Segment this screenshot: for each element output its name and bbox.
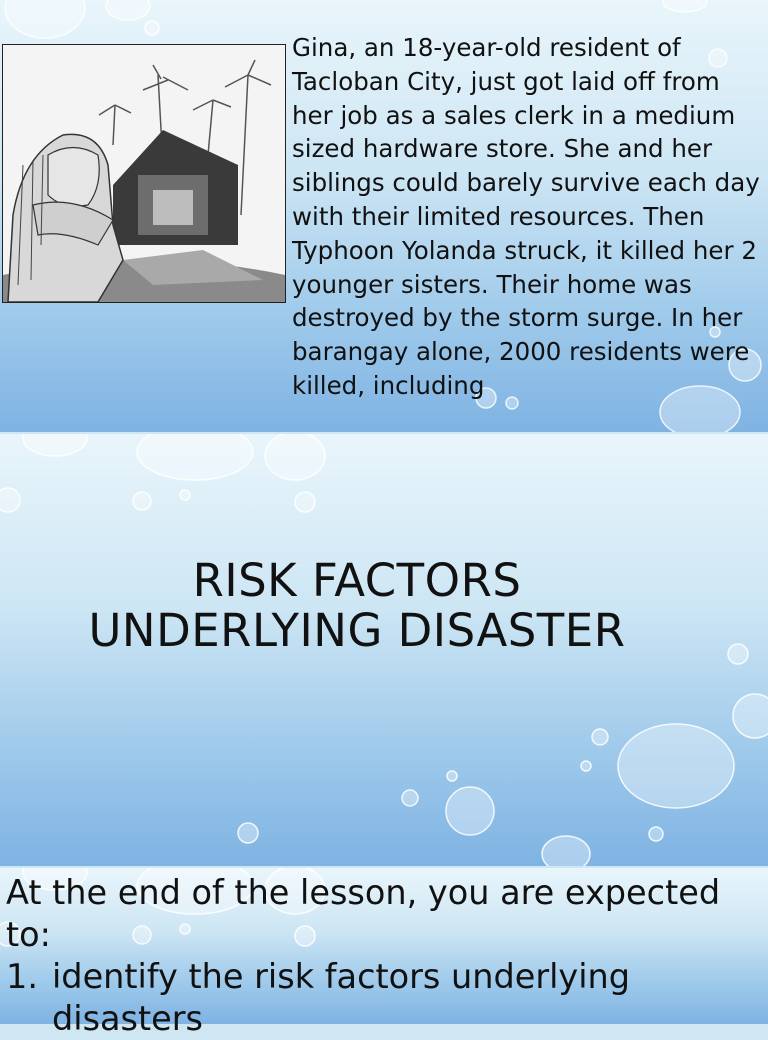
objectives-text bbox=[6, 872, 768, 1040]
slide-title-line-2: UNDERLYING DISASTER bbox=[88, 604, 626, 657]
objective-item-1-line-2: disasters bbox=[52, 999, 203, 1038]
objectives-intro-line-2: to: bbox=[6, 915, 51, 954]
story-text: Gina, an 18-year-old resident of Tacloban City, just got laid off from her job as a sales clerk in a medium sized hardware store. She and her siblings could barely survive each day with their limited resources. Then Typhoon Yolanda struck, it killed her 2 younger sisters. Their home was destroyed by the storm surge. In her barangay alone, 2000 residents were killed, including bbox=[292, 33, 760, 400]
objective-number: 1. bbox=[6, 957, 38, 996]
story-illustration bbox=[2, 44, 286, 303]
objective-item-1-line-1: identify the risk factors underlying bbox=[52, 957, 631, 996]
slide-story bbox=[0, 0, 768, 432]
slide-title-line-1: RISK FACTORS bbox=[192, 554, 522, 607]
objective-item-1 bbox=[6, 956, 768, 998]
objectives-intro-line-1: At the end of the lesson, you are expected bbox=[6, 873, 721, 912]
